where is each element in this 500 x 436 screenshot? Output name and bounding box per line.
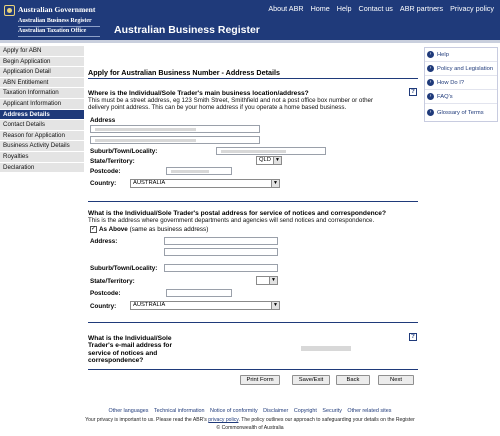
print-form-button[interactable]: Print Form <box>240 375 280 385</box>
state-select[interactable] <box>256 156 282 165</box>
email-value-redacted <box>301 346 351 352</box>
title-divider <box>88 78 418 79</box>
sidebar-item-royalties[interactable]: Royalties <box>0 152 84 163</box>
country-select[interactable] <box>130 179 280 188</box>
nav-about-abr[interactable]: About ABR <box>268 4 304 13</box>
as-above-label <box>99 226 208 233</box>
sidebar-item-taxation-information[interactable]: Taxation Information <box>0 88 84 99</box>
postal-address-line-1-input[interactable] <box>164 237 278 245</box>
privacy-text-post: . The policy outlines our approach to safeguarding your details on the Register <box>238 417 415 423</box>
help-link-label: Glossary of Terms <box>437 109 484 116</box>
privacy-notice <box>0 417 500 423</box>
agency-name-ato: Australian Taxation Office <box>18 28 87 34</box>
email-question: What is the Individual/Sole Trader's e-mail address for service of notices and correspondence? <box>88 335 173 365</box>
help-link-how-do-i[interactable] <box>425 76 497 90</box>
nav-home[interactable]: Home <box>310 4 330 13</box>
help-link-help[interactable] <box>425 48 497 62</box>
postal-state-label: State/Territory: <box>90 278 135 285</box>
footer-link-disclaimer[interactable]: Disclaimer <box>263 408 289 414</box>
sidebar-item-abn-entitlement[interactable]: ABN Entitlement <box>0 78 84 89</box>
government-logo[interactable] <box>2 2 104 36</box>
section-divider <box>88 201 418 202</box>
email-input[interactable] <box>298 344 408 352</box>
site-header <box>0 0 500 40</box>
back-button[interactable]: Back <box>336 375 370 385</box>
suburb-label: Suburb/Town/Locality: <box>90 148 158 155</box>
nav-privacy-policy[interactable]: Privacy policy <box>450 4 494 13</box>
address-line-2-input[interactable] <box>90 136 260 144</box>
arrow-right-icon: › <box>427 109 434 116</box>
divider <box>18 36 100 37</box>
site-title: Australian Business Register <box>114 24 260 36</box>
suburb-input[interactable] <box>216 147 326 155</box>
country-label: Country: <box>90 180 117 187</box>
country-select-value: AUSTRALIA <box>133 180 166 186</box>
help-link-label: How Do I? <box>437 79 465 86</box>
chevron-down-icon: ▼ <box>271 180 279 187</box>
agency-name-abr: Australian Business Register <box>18 18 92 24</box>
postcode-label: Postcode: <box>90 168 121 175</box>
footer-link-copyright[interactable]: Copyright <box>293 408 317 414</box>
state-label: State/Territory: <box>90 158 135 165</box>
divider <box>18 26 100 27</box>
footer-links <box>0 408 500 414</box>
footer-link-other-related-sites[interactable]: Other related sites <box>347 408 392 414</box>
footer-link-security[interactable]: Security <box>322 408 342 414</box>
sidebar-item-business-activity-details[interactable]: Business Activity Details <box>0 141 84 152</box>
sidebar-item-reason-for-application[interactable]: Reason for Application <box>0 131 84 142</box>
state-select-value: QLD <box>259 157 271 163</box>
arrow-right-icon: › <box>427 93 434 100</box>
privacy-policy-link[interactable]: privacy policy <box>208 417 239 423</box>
sidebar-item-declaration[interactable]: Declaration <box>0 163 84 174</box>
as-above-checkbox[interactable]: ✓ <box>91 226 97 232</box>
business-address-question: Where is the Individual/Sole Trader's main business location/address? <box>88 90 309 97</box>
arrow-right-icon: › <box>427 79 434 86</box>
postal-address-description: This is the address where government departments and agencies will send notices and correspondence. <box>88 217 375 224</box>
privacy-text-pre: Your privacy is important to us. Please read the ABR's <box>85 417 207 423</box>
nav-abr-partners[interactable]: ABR partners <box>399 4 444 13</box>
help-question-icon[interactable]: ? <box>409 333 417 341</box>
sidebar-item-begin-application[interactable]: Begin Application <box>0 57 84 68</box>
header-strip <box>0 40 500 43</box>
save-exit-button[interactable]: Save/Exit <box>292 375 330 385</box>
sidebar-item-address-details[interactable]: Address Details <box>0 110 84 121</box>
postal-postcode-input[interactable] <box>166 289 232 297</box>
page-title: Apply for Australian Business Number - Address Details <box>88 68 280 77</box>
help-link-label: Help <box>437 51 449 58</box>
arrow-right-icon: › <box>427 51 434 58</box>
postal-postcode-label: Postcode: <box>90 290 121 297</box>
sidebar-item-apply-for-abn[interactable]: Apply for ABN <box>0 46 84 57</box>
postcode-input[interactable] <box>166 167 232 175</box>
sidebar-item-application-detail[interactable]: Application Detail <box>0 67 84 78</box>
coat-of-arms-icon <box>4 5 15 16</box>
postal-country-select-value: AUSTRALIA <box>133 302 166 308</box>
arrow-right-icon: › <box>427 65 434 72</box>
help-link-faqs[interactable] <box>425 90 497 104</box>
postal-country-select[interactable] <box>130 301 280 310</box>
footer-link-notice-of-conformity[interactable]: Notice of conformity <box>210 408 258 414</box>
postal-state-select[interactable] <box>256 276 278 285</box>
postal-suburb-label: Suburb/Town/Locality: <box>90 265 158 272</box>
copyright-notice: © Commonwealth of Australia <box>216 425 284 431</box>
sidebar-item-contact-details[interactable]: Contact Details <box>0 120 84 131</box>
as-above-note: (same as business address) <box>129 226 209 233</box>
gov-name: Australian Government <box>18 5 96 14</box>
help-link-label: Policy and Legislation <box>437 65 494 72</box>
postal-address-line-2-input[interactable] <box>164 248 278 256</box>
chevron-down-icon: ▼ <box>269 277 277 284</box>
postal-address-question: What is the Individual/Sole Trader's postal address for service of notices and correspondence? <box>88 210 386 217</box>
postal-country-label: Country: <box>90 303 117 310</box>
chevron-down-icon: ▼ <box>271 302 279 309</box>
sidebar <box>0 46 84 173</box>
section-divider <box>88 322 418 323</box>
nav-contact-us[interactable]: Contact us <box>358 4 393 13</box>
address-line-1-input[interactable] <box>90 125 260 133</box>
address-label: Address <box>90 117 116 124</box>
section-divider <box>88 369 418 370</box>
footer-link-other-languages[interactable]: Other languages <box>108 408 149 414</box>
footer-link-technical-information[interactable]: Technical information <box>153 408 205 414</box>
postal-address-label: Address: <box>90 238 118 245</box>
help-question-icon[interactable]: ? <box>409 88 417 96</box>
nav-help[interactable]: Help <box>336 4 352 13</box>
top-navigation <box>268 4 494 13</box>
business-address-description: This must be a street address, eg 123 Smith Street, Smithfield and not a post office box number or other delivery point address. This can be your home address if you operate a home based business. <box>88 97 374 112</box>
chevron-down-icon: ▼ <box>273 157 281 164</box>
next-button[interactable]: Next <box>378 375 414 385</box>
sidebar-item-applicant-information[interactable]: Applicant Information <box>0 99 84 110</box>
help-link-label: FAQ's <box>437 93 453 100</box>
help-link-glossary[interactable] <box>425 104 497 121</box>
as-above-bold: As Above <box>99 226 128 233</box>
help-link-policy-legislation[interactable] <box>425 62 497 76</box>
postal-suburb-input[interactable] <box>164 264 278 272</box>
help-panel <box>424 47 498 122</box>
